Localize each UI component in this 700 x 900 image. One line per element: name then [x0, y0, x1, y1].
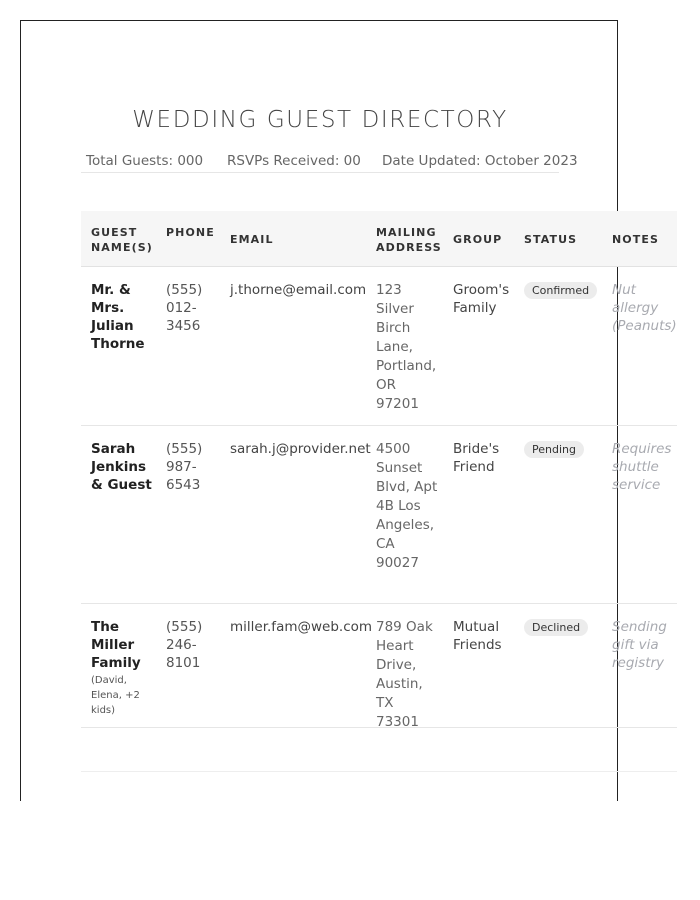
- guest-name-text: The Miller Family: [91, 619, 141, 671]
- guest-name-detail: (David, Elena, +2 kids): [91, 675, 140, 716]
- guest-name: [91, 281, 153, 353]
- guest-name-text: Sarah Jenkins & Guest: [91, 441, 152, 493]
- guest-name: [91, 618, 153, 718]
- guest-address: 123 Silver Birch Lane, Portland, OR 97201: [376, 282, 437, 412]
- guest-notes: Sending gift via registry: [612, 619, 667, 671]
- guest-notes: Nut allergy (Peanuts): [612, 282, 677, 334]
- table-header-row: [81, 211, 677, 267]
- column-header-phone: PHONE: [166, 226, 215, 239]
- table-row: [81, 267, 677, 426]
- column-header-address: MAILING ADDRESS: [376, 226, 442, 254]
- guest-email: j.thorne@email.com: [230, 282, 367, 298]
- guest-status: [524, 440, 584, 459]
- guest-email: miller.fam@web.com: [230, 619, 373, 635]
- table-row: [81, 426, 677, 604]
- column-header-group: GROUP: [453, 233, 503, 246]
- status-badge: Confirmed: [524, 282, 597, 299]
- table-row: [81, 604, 677, 728]
- column-header-name: GUEST NAME(S): [91, 226, 153, 254]
- column-header-email: EMAIL: [230, 233, 274, 246]
- guest-group: Mutual Friends: [453, 619, 502, 653]
- guest-name-text: Mr. & Mrs. Julian Thorne: [91, 282, 145, 352]
- guest-status: [524, 618, 588, 637]
- guest-group: Groom's Family: [453, 282, 510, 316]
- guest-phone: (555) 012-3456: [166, 282, 203, 334]
- status-badge: Pending: [524, 441, 584, 458]
- guest-status: [524, 281, 597, 300]
- guest-address: 4500 Sunset Blvd, Apt 4B Los Angeles, CA 90027: [376, 441, 438, 571]
- guest-phone: (555) 987-6543: [166, 441, 203, 493]
- guest-email: sarah.j@provider.net: [230, 441, 371, 457]
- header-divider: [81, 172, 559, 173]
- guest-group: Bride's Friend: [453, 441, 500, 475]
- guest-phone: (555) 246-8101: [166, 619, 203, 671]
- guest-address: 789 Oak Heart Drive, Austin, TX 73301: [376, 619, 433, 730]
- column-header-notes: NOTES: [612, 233, 659, 246]
- guest-name: [91, 440, 153, 494]
- date-updated: Date Updated: October 2023: [382, 153, 578, 169]
- guest-notes: Requires shuttle service: [612, 441, 672, 493]
- page-title: WEDDING GUEST DIRECTORY: [132, 107, 508, 133]
- status-badge: Declined: [524, 619, 588, 636]
- total-guests-count: Total Guests: 000: [86, 153, 204, 169]
- rsvps-received-count: RSVPs Received: 00: [227, 153, 361, 169]
- table-footer-spacer: [81, 728, 677, 772]
- column-header-status: STATUS: [524, 233, 578, 246]
- guest-table: [81, 211, 677, 772]
